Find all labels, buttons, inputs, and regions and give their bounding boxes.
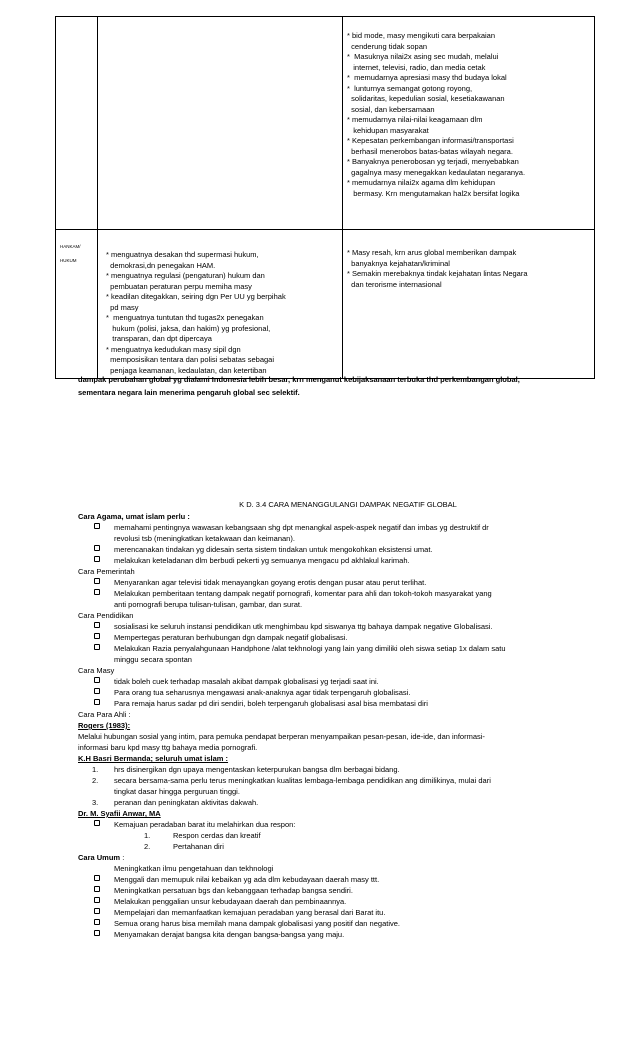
list-item	[78, 588, 598, 610]
list-item-text: Menyarankan agar televisi tidak menayangkan goyang erotis dengan pusar atau perut terlihat.	[114, 578, 427, 587]
list-item	[78, 544, 598, 555]
checkbox-square-icon	[94, 699, 100, 705]
cell-line: banyaknya kejahatan/kriminal	[347, 258, 450, 268]
syafii-sub-list	[78, 830, 598, 852]
list-item	[78, 830, 598, 841]
list-item-text: Mempertegas peraturan berhubungan dgn dampak negatif globalisasi.	[114, 633, 348, 642]
list-item-text: peranan dan peningkatan aktivitas dakwah.	[114, 798, 259, 807]
cell-line: solidaritas, kepedulian sosial, kesetiakawanan	[347, 94, 505, 103]
checkbox-square-icon	[94, 930, 100, 936]
list-item	[78, 918, 598, 929]
umum-heading-label: Cara Umum	[78, 853, 121, 862]
table-cell-negative	[343, 17, 595, 230]
list-item-text: Menggali dan memupuk nilai kebaikan yg ada dlm kebudayaan daerah masy ttt.	[114, 875, 380, 884]
checkbox-square-icon	[94, 589, 100, 595]
checkbox-square-icon	[94, 523, 100, 529]
list-item	[78, 874, 598, 885]
list-item-text: anti pornografi berupa tulisan-tulisan, gambar, dan surat.	[114, 600, 303, 609]
list-item	[78, 929, 598, 940]
checkbox-square-icon	[94, 644, 100, 650]
list-item-text: tingkat dasar hingga perguruan tinggi.	[114, 787, 240, 796]
ahli-heading: Cara Para Ahli :	[78, 710, 131, 719]
checkbox-square-icon	[94, 545, 100, 551]
list-item	[78, 621, 598, 632]
cell-line: * menguatnya desakan thd supermasi hukum,	[106, 250, 259, 259]
pendidikan-list	[78, 621, 598, 665]
list-item-text: memahami pentingnya wawasan kebangsaan shg dpt menangkal aspek-aspek negatif dan imbas yg destruktif dr	[114, 523, 489, 532]
list-item-text: Melakukan Razia penyalahgunaan Handphone /alat tekhnologi yang lain yang dimiliki oleh siswa setiap 1x dalam satu	[114, 644, 506, 653]
rogers-text: Melalui hubungan sosial yang intim, para pemuka pendapat berperan menyampaikan pesan-pesan, ide-ide, dan informasi-	[78, 732, 485, 741]
cell-line: memposisikan tentara dan polisi sebatas sebagai	[106, 355, 275, 364]
list-item-text: sosialisasi ke seluruh instansi pendidikan utk menghimbau kpd siswanya ttg bahaya dampak negative Globalisasi.	[114, 622, 493, 631]
cell-line: * Semakin merebaknya tindak kejahatan lintas Negara	[347, 269, 528, 278]
list-item	[78, 577, 598, 588]
checkbox-square-icon	[94, 908, 100, 914]
cell-line: * lunturnya semangat gotong royong,	[347, 83, 473, 93]
list-item	[78, 797, 598, 808]
item-number: 1.	[144, 831, 151, 840]
list-item	[78, 819, 598, 830]
pemerintah-list	[78, 577, 598, 610]
cell-line: penjaga keamanan, kedaulatan, dan ketertiban	[106, 365, 267, 375]
list-item-text: Respon cerdas dan kreatif	[173, 831, 261, 840]
rogers-heading: Rogers (1983):	[78, 721, 131, 730]
masy-list	[78, 676, 598, 709]
basri-list	[78, 764, 598, 808]
list-item	[78, 676, 598, 687]
cell-line: internet, televisi, radio, dan media cetak	[347, 62, 486, 72]
checkbox-square-icon	[94, 633, 100, 639]
table-row	[56, 230, 595, 379]
cell-line: * memudarnya nilai2x agama dlm kehidupan	[347, 178, 496, 187]
umum-intro: Meningkatkan ilmu pengetahuan dan tekhnologi	[114, 864, 274, 873]
impact-table	[55, 16, 595, 379]
checkbox-square-icon	[94, 820, 100, 826]
list-item	[78, 885, 598, 896]
list-item-text: Melakukan pemberitaan tentang dampak negatif pornografi, komentar para ahli dan tokoh-tokoh masyarakat yang	[114, 589, 492, 598]
cell-line: * Kepesatan perkembangan informasi/transportasi	[347, 136, 514, 145]
list-item	[78, 841, 598, 852]
item-number: 2.	[144, 842, 151, 851]
item-number: 3.	[92, 798, 99, 807]
rogers-text: informasi baru kpd masy ttg bahaya media pornografi.	[78, 743, 258, 752]
list-item	[78, 775, 598, 797]
checkbox-square-icon	[94, 556, 100, 562]
umum-list	[78, 874, 598, 940]
item-number: 2.	[92, 776, 99, 785]
list-item-text: Melakukan penggalian unsur kebudayaan daerah dan pembinaannya.	[114, 897, 347, 906]
summary-paragraph	[78, 373, 578, 399]
cell-line: cenderung tidak sopan	[347, 41, 428, 51]
checkbox-square-icon	[94, 897, 100, 903]
cell-line: pembuatan peraturan perpu memiha masy	[106, 281, 252, 291]
checkbox-square-icon	[94, 875, 100, 881]
cell-line: dan terorisme internasional	[347, 279, 442, 289]
cell-line: * memudarnya apresiasi masy thd budaya lokal	[347, 73, 507, 82]
list-item-text: hrs disinergikan dgn upaya mengentaskan keterpurukan bangsa dlm berbagai bidang.	[114, 765, 400, 774]
checkbox-square-icon	[94, 578, 100, 584]
list-item-text: Menyamakan derajat bangsa kita dengan bangsa-bangsa yang maju.	[114, 930, 345, 939]
basri-heading: K.H Basri Bermanda; seluruh umat islam :	[78, 754, 229, 763]
cell-line: transparan, dan dpt dipercaya	[106, 334, 212, 343]
list-item	[78, 632, 598, 643]
list-item-text: secara bersama-sama perlu terus meningkatkan kualitas lembaga-lembaga pendidikan ang dimilikinya, mulai dari	[114, 776, 491, 785]
table-cell-label	[56, 230, 98, 379]
checkbox-square-icon	[94, 677, 100, 683]
cell-line: * menguatnya kedudukan masy sipil dgn	[106, 344, 241, 354]
list-item-text: Meningkatkan persatuan bgs dan kebanggaan terhadap bangsa sendiri.	[114, 886, 353, 895]
list-item-text: Pertahanan diri	[173, 842, 224, 851]
cell-line: sosial, dan kebersamaan	[347, 104, 435, 114]
cell-line: gagalnya masy menegakkan kedaulatan negaranya.	[347, 167, 526, 177]
list-item	[78, 643, 598, 665]
row-label: HUKUM	[60, 258, 77, 263]
cell-line: * menguatnya tuntutan thd tugas2x penegakan	[106, 313, 264, 322]
list-item	[78, 907, 598, 918]
cell-line: * Masuknya nilai2x asing sec mudah, melalui	[347, 52, 499, 61]
list-item-text: Para remaja harus sadar pd diri sendiri, boleh terpengaruh globalisasi asal bisa membatasi diri	[114, 699, 428, 708]
cell-line: berhasil menerobos batas-batas wilayah negara.	[347, 146, 513, 156]
list-item	[78, 522, 598, 544]
pemerintah-heading: Cara Pemerintah	[78, 567, 135, 576]
list-item	[78, 698, 598, 709]
list-item-text: minggu secara spontan	[114, 655, 192, 664]
umum-heading-suffix: :	[120, 853, 125, 862]
cell-line: * memudarnya nilai-nilai keagamaan dlm	[347, 115, 483, 124]
table-cell-negative	[343, 230, 595, 379]
list-item	[78, 687, 598, 698]
syafii-item: Kemajuan peradaban barat itu melahirkan dua respon:	[114, 820, 296, 829]
table-row	[56, 17, 595, 230]
cell-line: bermasy. Krn mengutamakan hal2x bersifat logika	[347, 188, 520, 198]
row-label: HANKAM/	[60, 244, 81, 249]
cell-line: demokrasi,dn penegakan HAM.	[106, 260, 216, 270]
list-item-text: Semua orang harus bisa memilah mana dampak globalisasi yang positif dan negative.	[114, 919, 400, 928]
list-item	[78, 764, 598, 775]
list-item-text: revolusi tsb (meningkatkan ketakwaan dan keimanan).	[114, 534, 295, 543]
main-content	[78, 499, 598, 940]
cell-line: * menguatnya regulasi (pengaturan) hukum dan	[106, 271, 265, 280]
table-cell-positive	[98, 230, 343, 379]
list-item-text: tidak boleh cuek terhadap masalah akibat dampak globalisasi yg terjadi saat ini.	[114, 677, 379, 686]
list-item-text: Mempelajari dan memanfaatkan kemajuan peradaban yang berasal dari Barat itu.	[114, 908, 386, 917]
umum-heading	[78, 852, 598, 863]
item-number: 1.	[92, 765, 99, 774]
checkbox-square-icon	[94, 622, 100, 628]
pendidikan-heading: Cara Pendidikan	[78, 611, 134, 620]
cell-line: * Masy resah, krn arus global memberikan dampak	[347, 248, 517, 257]
summary-line: dampak perubahan global yg dialami Indonesia lebih besar, krn menganut kebijaksanaan terbuka thd perkembangan global,	[78, 375, 520, 384]
list-item	[78, 555, 598, 566]
cell-line: hukum (polisi, jaksa, dan hakim) yg profesional,	[106, 323, 271, 333]
summary-line: sementara negara lain menerima pengaruh global sec selektif.	[78, 388, 300, 397]
cell-line: kehidupan masyarakat	[347, 125, 429, 135]
masy-heading: Cara Masy	[78, 666, 115, 675]
agama-heading: Cara Agama, umat islam perlu :	[78, 512, 190, 521]
list-item-text: Para orang tua seharusnya mengawasi anak-anaknya agar tidak terpengaruh globalisasi.	[114, 688, 411, 697]
checkbox-square-icon	[94, 886, 100, 892]
section-title: K D. 3.4 CARA MENANGGULANGI DAMPAK NEGATIF GLOBAL	[239, 500, 457, 509]
cell-line: * bid mode, masy mengikuti cara berpakaian	[347, 31, 495, 40]
checkbox-square-icon	[94, 688, 100, 694]
syafii-heading: Dr. M. Syafii Anwar, MA	[78, 809, 161, 818]
cell-line: * Banyaknya penerobosan yg terjadi, menyebabkan	[347, 157, 519, 166]
table-cell-positive	[98, 17, 343, 230]
checkbox-square-icon	[94, 919, 100, 925]
list-item	[78, 896, 598, 907]
cell-line: * keadilan ditegakkan, seiring dgn Per UU yg berpihak	[106, 292, 286, 301]
table-cell-label	[56, 17, 98, 230]
agama-list	[78, 522, 598, 566]
cell-line: pd masy	[106, 302, 139, 312]
list-item-text: merencanakan tindakan yg didesain serta sistem tindakan untuk mengokohkan eksistensi umat.	[114, 545, 433, 554]
list-item-text: melakukan keteladanan dlm berbudi pekerti yg semuanya mengacu pd akhlakul karimah.	[114, 556, 410, 565]
